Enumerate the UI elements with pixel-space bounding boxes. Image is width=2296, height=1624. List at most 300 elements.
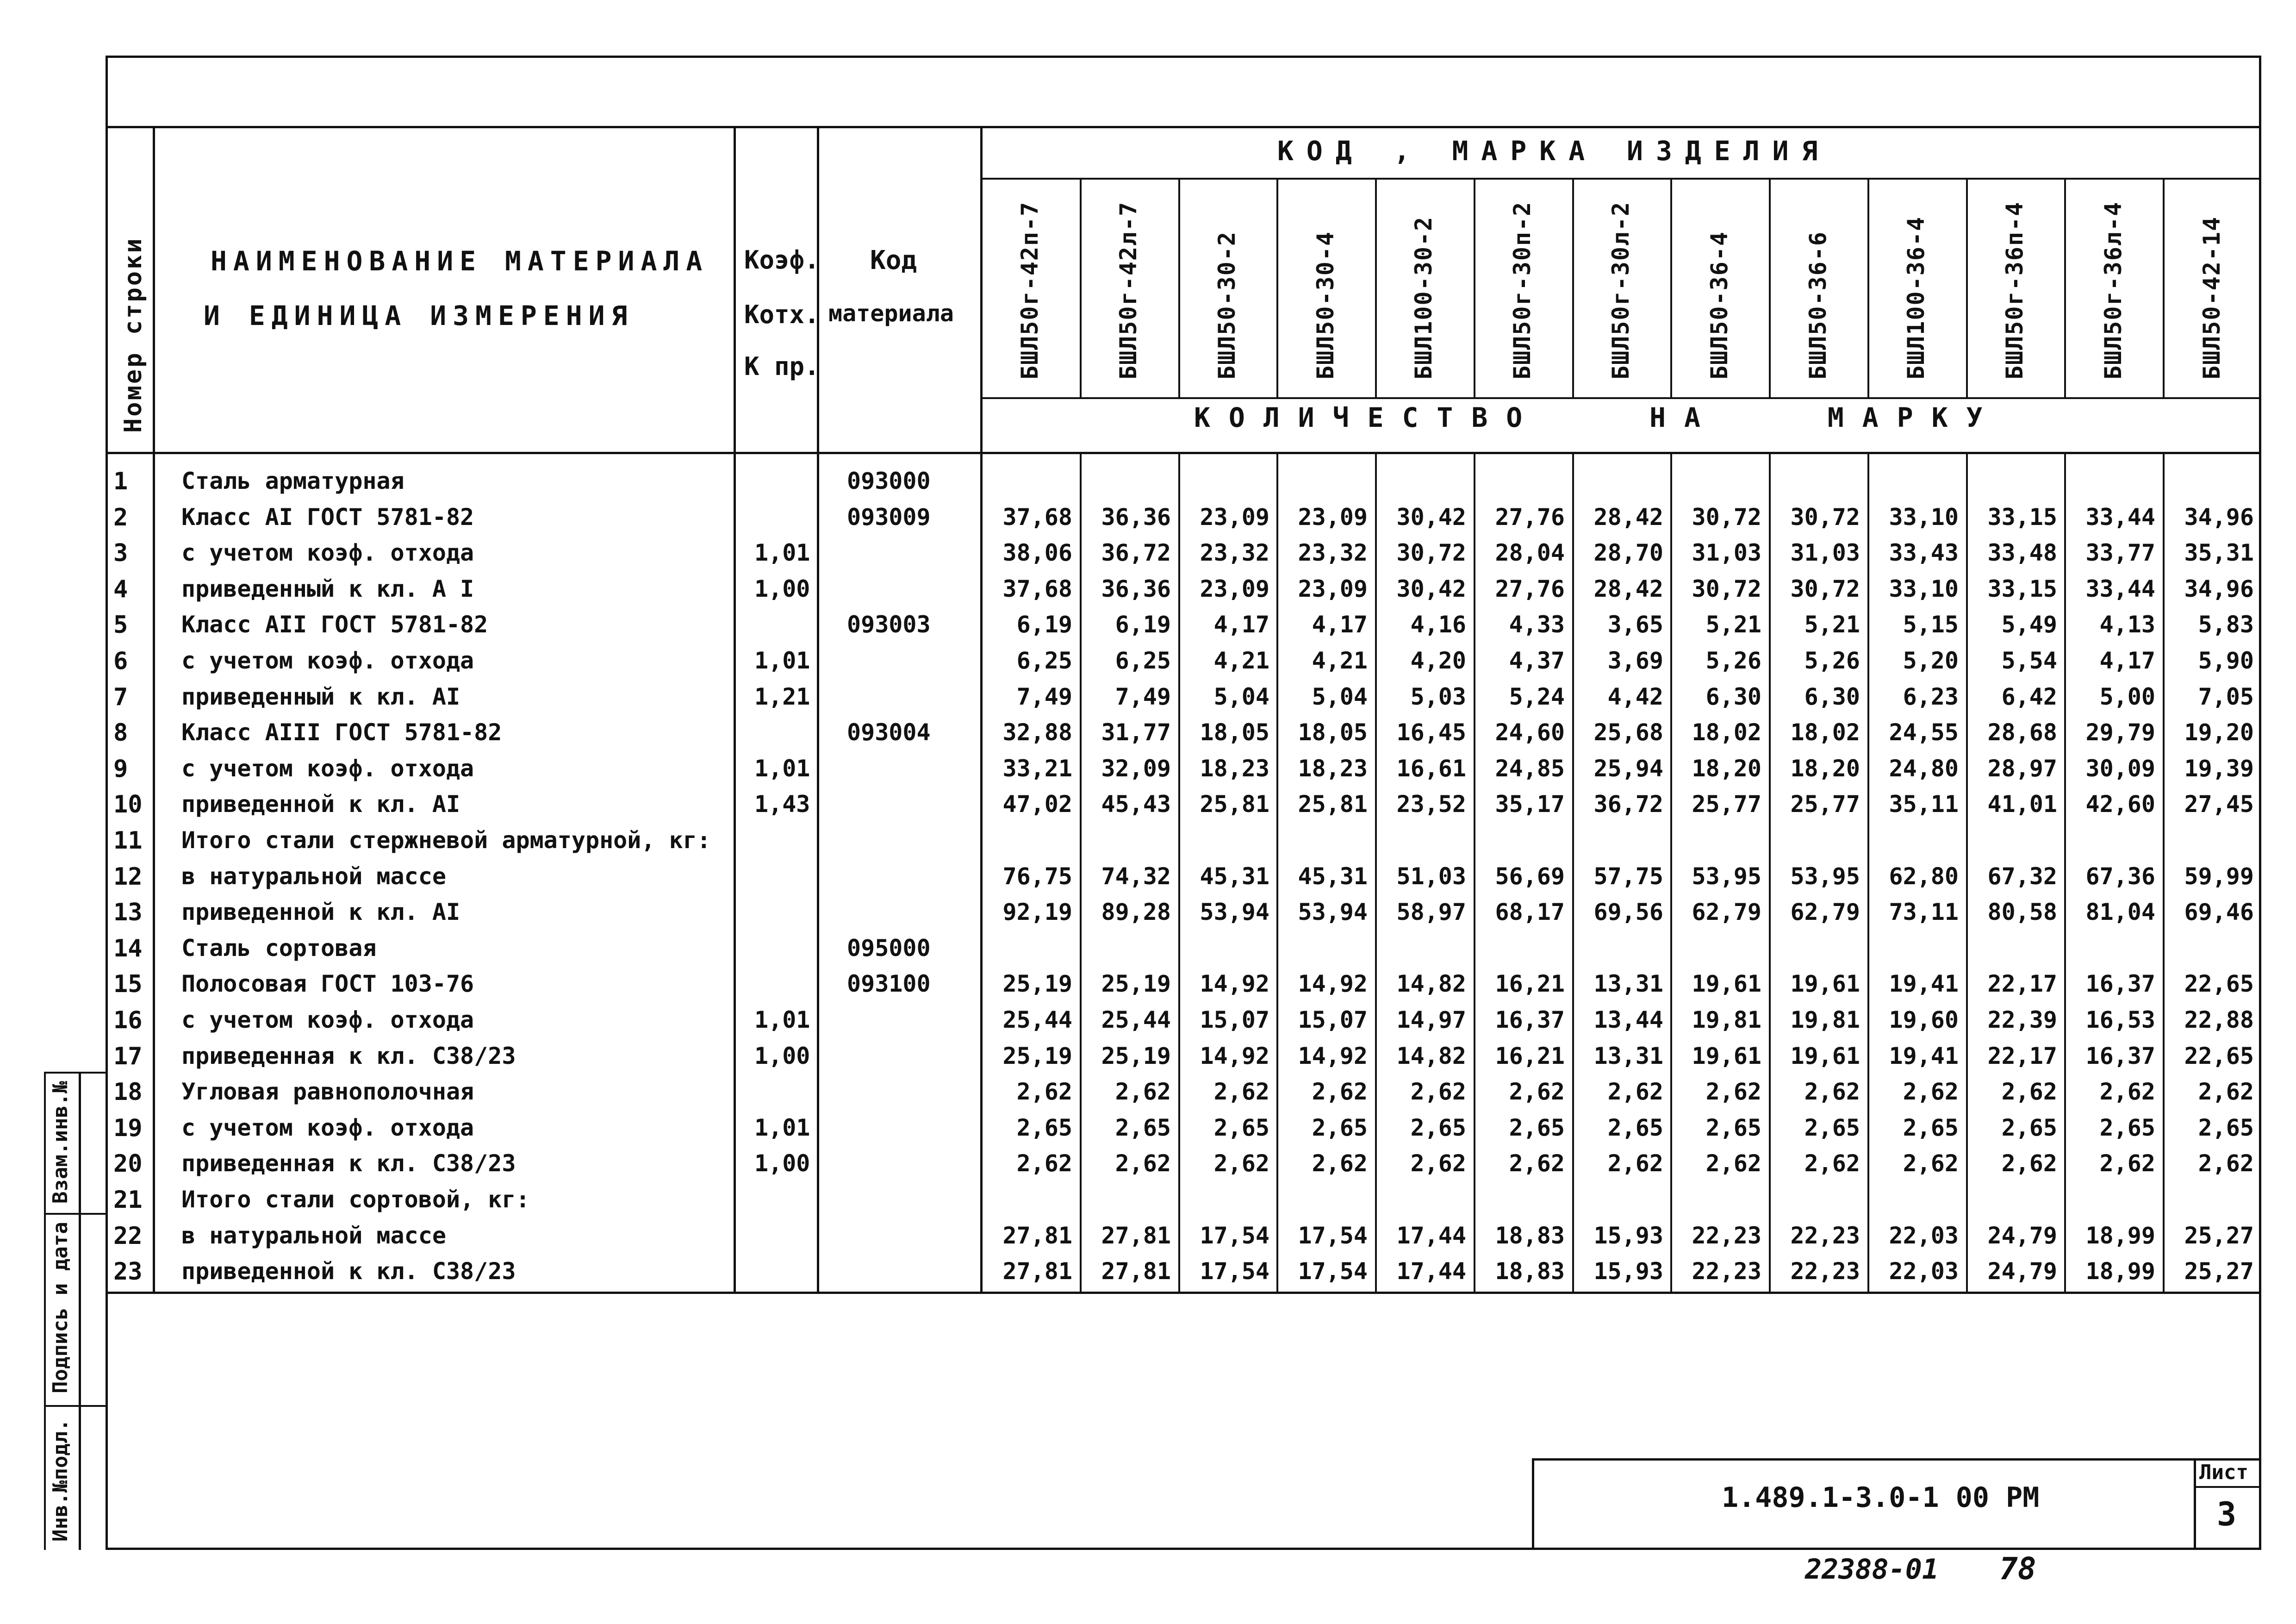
quantity-value: 6,25 <box>1016 647 1072 674</box>
quantity-value: 5,00 <box>2099 683 2155 710</box>
material-name: приведенной к кл. АI <box>181 791 460 818</box>
quantity-value: 25,44 <box>1101 1006 1171 1033</box>
quantity-value: 69,46 <box>2184 899 2254 925</box>
product-column-separator-body <box>1572 453 1574 1293</box>
quantity-value: 2,62 <box>1312 1078 1368 1105</box>
quantity-value: 5,04 <box>1312 683 1368 710</box>
quantity-value: 37,68 <box>1002 575 1072 602</box>
row-number: 4 <box>113 575 128 603</box>
quantity-value: 81,04 <box>2085 899 2155 925</box>
product-column-separator-body <box>1670 453 1672 1293</box>
quantity-value: 25,68 <box>1593 719 1663 746</box>
quantity-value: 16,37 <box>1495 1006 1565 1033</box>
quantity-value: 36,72 <box>1101 539 1171 566</box>
quantity-value: 2,62 <box>2099 1078 2155 1105</box>
quantity-value: 13,31 <box>1593 970 1663 997</box>
quantity-value: 2,65 <box>1509 1114 1565 1141</box>
side-vzam-inv: Взам.инв.№ <box>49 1081 72 1204</box>
row-number: 3 <box>113 539 128 567</box>
quantity-value: 16,45 <box>1396 719 1466 746</box>
quantity-value: 53,94 <box>1200 899 1269 925</box>
quantity-value: 16,61 <box>1396 755 1466 782</box>
material-name: приведенной к кл. С38/23 <box>181 1258 516 1285</box>
material-code: 093009 <box>847 504 931 531</box>
quantity-value: 36,72 <box>1593 791 1663 818</box>
quantity-value: 67,36 <box>2085 863 2155 890</box>
quantity-value: 15,93 <box>1593 1222 1663 1249</box>
quantity-value: 76,75 <box>1002 863 1072 890</box>
quantity-value: 22,39 <box>1987 1006 2057 1033</box>
quantity-value: 22,03 <box>1889 1222 1959 1249</box>
quantity-value: 25,77 <box>1692 791 1761 818</box>
product-column-separator-body <box>1178 453 1180 1293</box>
quantity-value: 25,19 <box>1101 1043 1171 1069</box>
material-name: Класс АI ГОСТ 5781-82 <box>181 504 474 531</box>
quantity-value: 14,92 <box>1200 970 1269 997</box>
quantity-value: 19,61 <box>1790 970 1860 997</box>
quantity-value: 2,62 <box>1509 1078 1565 1105</box>
material-code: 093100 <box>847 970 931 997</box>
quantity-value: 18,83 <box>1495 1222 1565 1249</box>
quantity-value: 34,96 <box>2184 575 2254 602</box>
product-header-label: БШЛ50г-30л-2 <box>1607 201 1634 380</box>
product-column-separator <box>1867 180 1869 397</box>
quantity-value: 14,92 <box>1298 1043 1368 1069</box>
quantity-value: 22,17 <box>1987 970 2057 997</box>
row-number: 20 <box>113 1150 143 1178</box>
quantity-value: 67,32 <box>1987 863 2057 890</box>
quantity-value: 2,62 <box>2001 1078 2057 1105</box>
quantity-value: 18,23 <box>1200 755 1269 782</box>
material-name: Сталь арматурная <box>181 468 404 494</box>
quantity-value: 25,19 <box>1101 970 1171 997</box>
header-name-line2: И ЕДИНИЦА ИЗМЕРЕНИЯ <box>204 300 634 331</box>
quantity-value: 2,62 <box>2198 1078 2254 1105</box>
quantity-value: 2,62 <box>1607 1150 1663 1177</box>
quantity-value: 2,62 <box>1410 1150 1466 1177</box>
quantity-value: 2,62 <box>1804 1150 1860 1177</box>
quantity-value: 2,65 <box>2001 1114 2057 1141</box>
quantity-value: 14,92 <box>1200 1043 1269 1069</box>
quantity-value: 30,72 <box>1692 575 1761 602</box>
col-sep-rownum <box>153 126 155 1293</box>
material-name: с учетом коэф. отхода <box>181 755 474 782</box>
col-sep-code <box>980 126 983 1293</box>
quantity-value: 33,44 <box>2085 504 2155 531</box>
material-name: приведенная к кл. С38/23 <box>181 1043 516 1069</box>
quantity-value: 33,21 <box>1002 755 1072 782</box>
quantity-value: 3,69 <box>1607 647 1663 674</box>
material-name: в натуральной массе <box>181 1222 446 1249</box>
quantity-value: 59,99 <box>2184 863 2254 890</box>
material-name: Итого стали сортовой, кг: <box>181 1186 530 1213</box>
material-name: Класс АIII ГОСТ 5781-82 <box>181 719 502 746</box>
quantity-value: 19,41 <box>1889 1043 1959 1069</box>
quantity-value: 47,02 <box>1002 791 1072 818</box>
quantity-value: 28,42 <box>1593 575 1663 602</box>
quantity-value: 51,03 <box>1396 863 1466 890</box>
quantity-value: 33,10 <box>1889 575 1959 602</box>
quantity-value: 15,93 <box>1593 1258 1663 1285</box>
row-number: 13 <box>113 899 143 926</box>
quantity-value: 62,79 <box>1692 899 1761 925</box>
quantity-value: 30,72 <box>1790 575 1860 602</box>
header-bottom-line <box>106 452 2261 454</box>
quantity-value: 14,92 <box>1298 970 1368 997</box>
quantity-value: 17,54 <box>1200 1258 1269 1285</box>
quantity-value: 23,32 <box>1200 539 1269 566</box>
quantity-value: 68,17 <box>1495 899 1565 925</box>
quantity-value: 22,17 <box>1987 1043 2057 1069</box>
product-column-separator <box>1769 180 1771 397</box>
quantity-value: 29,79 <box>2085 719 2155 746</box>
row-coefficient: 1,01 <box>754 1114 810 1141</box>
row-coefficient: 1,01 <box>754 755 810 782</box>
quantity-value: 16,21 <box>1495 1043 1565 1069</box>
row-number: 23 <box>113 1258 143 1286</box>
quantity-value: 19,61 <box>1790 1043 1860 1069</box>
row-coefficient: 1,01 <box>754 647 810 674</box>
row-number: 19 <box>113 1114 143 1142</box>
quantity-value: 14,97 <box>1396 1006 1466 1033</box>
quantity-value: 24,79 <box>1987 1258 2057 1285</box>
quantity-value: 2,62 <box>1607 1078 1663 1105</box>
header-top-line <box>106 126 2261 128</box>
quantity-value: 5,04 <box>1213 683 1269 710</box>
quantity-value: 45,31 <box>1298 863 1368 890</box>
product-column-separator <box>1080 180 1082 397</box>
quantity-value: 27,81 <box>1002 1222 1072 1249</box>
quantity-value: 2,65 <box>2099 1114 2155 1141</box>
quantity-value: 33,43 <box>1889 539 1959 566</box>
quantity-value: 2,62 <box>1016 1150 1072 1177</box>
quantity-value: 5,24 <box>1509 683 1565 710</box>
product-column-separator <box>1375 180 1377 397</box>
row-number: 16 <box>113 1006 143 1034</box>
material-code: 093000 <box>847 468 931 494</box>
material-name: в натуральной массе <box>181 863 446 890</box>
quantity-value: 53,95 <box>1692 863 1761 890</box>
product-column-separator <box>2064 180 2066 397</box>
row-coefficient: 1,21 <box>754 683 810 710</box>
quantity-value: 22,88 <box>2184 1006 2254 1033</box>
quantity-value: 53,94 <box>1298 899 1368 925</box>
row-number: 14 <box>113 935 143 962</box>
quantity-value: 2,62 <box>2198 1150 2254 1177</box>
row-coefficient: 1,43 <box>754 791 810 818</box>
material-name: с учетом коэф. отхода <box>181 1114 474 1141</box>
quantity-value: 6,23 <box>1903 683 1959 710</box>
quantity-value: 5,49 <box>2001 611 2057 638</box>
quantity-value: 6,42 <box>2001 683 2057 710</box>
quantity-value: 25,81 <box>1298 791 1368 818</box>
product-header-label: БШЛ50г-30п-2 <box>1509 201 1536 380</box>
quantity-value: 2,62 <box>2001 1150 2057 1177</box>
quantity-value: 28,97 <box>1987 755 2057 782</box>
quantity-value: 19,61 <box>1692 970 1761 997</box>
quantity-value: 14,82 <box>1396 970 1466 997</box>
quantity-value: 18,20 <box>1692 755 1761 782</box>
product-column-separator-body <box>1867 453 1869 1293</box>
header-group-title: КОД , МАРКА ИЗДЕЛИЯ <box>1277 135 1831 167</box>
quantity-value: 36,36 <box>1101 575 1171 602</box>
header-code-line2: материала <box>828 300 954 327</box>
quantity-value: 4,21 <box>1213 647 1269 674</box>
quantity-value: 57,75 <box>1593 863 1663 890</box>
product-header-label: БШЛ50-30-2 <box>1213 231 1240 380</box>
quantity-value: 45,43 <box>1101 791 1171 818</box>
material-name: приведенная к кл. С38/23 <box>181 1150 516 1177</box>
quantity-value: 32,09 <box>1101 755 1171 782</box>
quantity-value: 14,82 <box>1396 1043 1466 1069</box>
product-header-label: БШЛ50г-36п-4 <box>2001 201 2028 380</box>
quantity-value: 37,68 <box>1002 504 1072 531</box>
quantity-value: 30,42 <box>1396 575 1466 602</box>
quantity-value: 4,20 <box>1410 647 1466 674</box>
quantity-value: 2,62 <box>2099 1150 2155 1177</box>
product-column-separator-body <box>1276 453 1278 1293</box>
quantity-value: 27,45 <box>2184 791 2254 818</box>
header-coef-line2: Котх. <box>744 300 820 329</box>
footer-page: 78 <box>1999 1551 2036 1587</box>
header-row-number: Номер строки <box>119 237 147 433</box>
quantity-value: 24,79 <box>1987 1222 2057 1249</box>
header-quantity-title: КОЛИЧЕСТВО НА МАРКУ <box>1194 402 2001 433</box>
quantity-value: 36,36 <box>1101 504 1171 531</box>
quantity-value: 4,17 <box>1213 611 1269 638</box>
quantity-value: 5,90 <box>2198 647 2254 674</box>
material-name: с учетом коэф. отхода <box>181 647 474 674</box>
sheet-number: 3 <box>2217 1495 2237 1533</box>
quantity-value: 3,65 <box>1607 611 1663 638</box>
quantity-value: 17,54 <box>1200 1222 1269 1249</box>
quantity-value: 24,60 <box>1495 719 1565 746</box>
quantity-value: 25,27 <box>2184 1258 2254 1285</box>
material-name: Класс АII ГОСТ 5781-82 <box>181 611 488 638</box>
header-coef-line3: К пр. <box>744 352 820 381</box>
product-header-label: БШЛ50г-42л-7 <box>1115 201 1142 380</box>
product-column-separator <box>1572 180 1574 397</box>
quantity-value: 18,99 <box>2085 1222 2155 1249</box>
row-number: 18 <box>113 1078 143 1106</box>
quantity-value: 2,65 <box>1903 1114 1959 1141</box>
row-coefficient: 1,00 <box>754 1043 810 1069</box>
quantity-value: 2,65 <box>1607 1114 1663 1141</box>
quantity-value: 5,03 <box>1410 683 1466 710</box>
quantity-value: 17,54 <box>1298 1222 1368 1249</box>
product-column-separator <box>2163 180 2165 397</box>
row-coefficient: 1,01 <box>754 1006 810 1033</box>
quantity-value: 53,95 <box>1790 863 1860 890</box>
quantity-value: 73,11 <box>1889 899 1959 925</box>
quantity-value: 22,65 <box>2184 1043 2254 1069</box>
quantity-value: 30,09 <box>2085 755 2155 782</box>
header-name-line1: НАИМЕНОВАНИЕ МАТЕРИАЛА <box>211 245 709 277</box>
quantity-value: 18,05 <box>1298 719 1368 746</box>
quantity-value: 25,27 <box>2184 1222 2254 1249</box>
quantity-value: 17,44 <box>1396 1258 1466 1285</box>
quantity-value: 5,26 <box>1804 647 1860 674</box>
quantity-value: 58,97 <box>1396 899 1466 925</box>
header-code-line1: Код <box>870 245 917 275</box>
product-header-label: БШЛ50г-42п-7 <box>1016 201 1043 380</box>
quantity-value: 5,20 <box>1903 647 1959 674</box>
quantity-value: 23,09 <box>1298 575 1368 602</box>
quantity-value: 2,65 <box>1016 1114 1072 1141</box>
quantity-value: 19,20 <box>2184 719 2254 746</box>
row-number: 7 <box>113 683 128 711</box>
quantity-value: 28,70 <box>1593 539 1663 566</box>
row-number: 11 <box>113 827 143 855</box>
material-code: 095000 <box>847 935 931 962</box>
row-number: 17 <box>113 1043 143 1070</box>
quantity-value: 38,06 <box>1002 539 1072 566</box>
quantity-value: 2,65 <box>1312 1114 1368 1141</box>
material-code: 093004 <box>847 719 931 746</box>
material-name: приведенный к кл. А I <box>181 575 474 602</box>
quantity-value: 2,62 <box>1804 1078 1860 1105</box>
quantity-value: 7,49 <box>1016 683 1072 710</box>
row-number: 2 <box>113 504 128 531</box>
quantity-value: 18,02 <box>1790 719 1860 746</box>
title-block-left <box>1532 1458 1534 1550</box>
quantity-value: 89,28 <box>1101 899 1171 925</box>
quantity-value: 6,19 <box>1115 611 1171 638</box>
material-code: 093003 <box>847 611 931 638</box>
quantity-value: 5,83 <box>2198 611 2254 638</box>
title-block-sheet-sep <box>2194 1458 2196 1550</box>
material-name: приведенный к кл. АI <box>181 683 460 710</box>
quantity-value: 5,26 <box>1705 647 1761 674</box>
quantity-value: 23,09 <box>1200 575 1269 602</box>
quantity-value: 27,81 <box>1002 1258 1072 1285</box>
quantity-value: 23,32 <box>1298 539 1368 566</box>
side-stamp-left-border <box>44 1072 46 1550</box>
product-column-separator <box>1670 180 1672 397</box>
quantity-value: 17,44 <box>1396 1222 1466 1249</box>
quantity-value: 62,80 <box>1889 863 1959 890</box>
row-number: 22 <box>113 1222 143 1250</box>
title-block-sheet-line <box>2194 1486 2261 1488</box>
quantity-value: 28,04 <box>1495 539 1565 566</box>
quantity-value: 4,42 <box>1607 683 1663 710</box>
quantity-value: 62,79 <box>1790 899 1860 925</box>
quantity-value: 18,20 <box>1790 755 1860 782</box>
quantity-value: 30,42 <box>1396 504 1466 531</box>
row-number: 8 <box>113 719 128 747</box>
quantity-value: 16,53 <box>2085 1006 2155 1033</box>
quantity-value: 33,10 <box>1889 504 1959 531</box>
quantity-value: 34,96 <box>2184 504 2254 531</box>
product-column-separator <box>1966 180 1968 397</box>
material-name: с учетом коэф. отхода <box>181 1006 474 1033</box>
row-number: 1 <box>113 468 128 495</box>
group-title-line <box>981 178 2261 180</box>
row-number: 6 <box>113 647 128 675</box>
quantity-value: 4,21 <box>1312 647 1368 674</box>
quantity-value: 16,37 <box>2085 970 2155 997</box>
quantity-value: 15,07 <box>1200 1006 1269 1033</box>
quantity-value: 24,80 <box>1889 755 1959 782</box>
quantity-value: 56,69 <box>1495 863 1565 890</box>
quantity-value: 35,11 <box>1889 791 1959 818</box>
material-name: приведенной к кл. АI <box>181 899 460 925</box>
quantity-value: 22,23 <box>1692 1222 1761 1249</box>
quantity-value: 23,09 <box>1298 504 1368 531</box>
quantity-value: 15,07 <box>1298 1006 1368 1033</box>
quantity-value: 18,99 <box>2085 1258 2155 1285</box>
quantity-value: 19,60 <box>1889 1006 1959 1033</box>
quantity-value: 74,32 <box>1101 863 1171 890</box>
quantity-value: 2,62 <box>1903 1150 1959 1177</box>
quantity-value: 6,30 <box>1804 683 1860 710</box>
quantity-value: 32,88 <box>1002 719 1072 746</box>
quantity-value: 4,37 <box>1509 647 1565 674</box>
quantity-title-top-line <box>981 397 2261 399</box>
quantity-value: 41,01 <box>1987 791 2057 818</box>
quantity-value: 22,23 <box>1692 1258 1761 1285</box>
row-number: 10 <box>113 791 143 818</box>
quantity-value: 33,15 <box>1987 504 2057 531</box>
quantity-value: 28,68 <box>1987 719 2057 746</box>
quantity-value: 2,62 <box>1115 1078 1171 1105</box>
quantity-value: 33,48 <box>1987 539 2057 566</box>
quantity-value: 33,15 <box>1987 575 2057 602</box>
quantity-value: 2,62 <box>1410 1078 1466 1105</box>
product-column-separator-body <box>1769 453 1771 1293</box>
quantity-value: 4,33 <box>1509 611 1565 638</box>
quantity-value: 18,23 <box>1298 755 1368 782</box>
quantity-value: 69,56 <box>1593 899 1663 925</box>
quantity-value: 18,05 <box>1200 719 1269 746</box>
quantity-value: 16,37 <box>2085 1043 2155 1069</box>
quantity-value: 5,15 <box>1903 611 1959 638</box>
quantity-value: 24,55 <box>1889 719 1959 746</box>
quantity-value: 33,77 <box>2085 539 2155 566</box>
quantity-value: 4,13 <box>2099 611 2155 638</box>
quantity-value: 27,81 <box>1101 1258 1171 1285</box>
material-name: Сталь сортовая <box>181 935 377 962</box>
title-block-top <box>1532 1458 2261 1461</box>
side-stamp-line3 <box>44 1405 106 1407</box>
quantity-value: 4,16 <box>1410 611 1466 638</box>
side-stamp-line1 <box>44 1072 106 1074</box>
quantity-value: 2,62 <box>1903 1078 1959 1105</box>
footer-code: 22388-01 <box>1805 1553 1939 1586</box>
quantity-value: 25,19 <box>1002 1043 1072 1069</box>
side-inv-orig: Инв.№подл. <box>49 1419 72 1542</box>
product-column-separator-body <box>1080 453 1082 1293</box>
row-number: 5 <box>113 611 128 639</box>
quantity-value: 30,72 <box>1790 504 1860 531</box>
quantity-value: 22,23 <box>1790 1222 1860 1249</box>
quantity-value: 28,42 <box>1593 504 1663 531</box>
product-header-label: БШЛ100-36-4 <box>1903 216 1929 380</box>
quantity-value: 18,83 <box>1495 1258 1565 1285</box>
quantity-value: 27,76 <box>1495 575 1565 602</box>
quantity-value: 23,09 <box>1200 504 1269 531</box>
quantity-value: 92,19 <box>1002 899 1072 925</box>
quantity-value: 13,44 <box>1593 1006 1663 1033</box>
row-coefficient: 1,00 <box>754 575 810 602</box>
header-coef-line1: Коэф. <box>744 245 820 275</box>
product-column-separator-body <box>1966 453 1968 1293</box>
quantity-value: 25,44 <box>1002 1006 1072 1033</box>
quantity-value: 19,41 <box>1889 970 1959 997</box>
quantity-value: 2,65 <box>2198 1114 2254 1141</box>
product-column-separator-body <box>2064 453 2066 1293</box>
quantity-value: 2,62 <box>1115 1150 1171 1177</box>
